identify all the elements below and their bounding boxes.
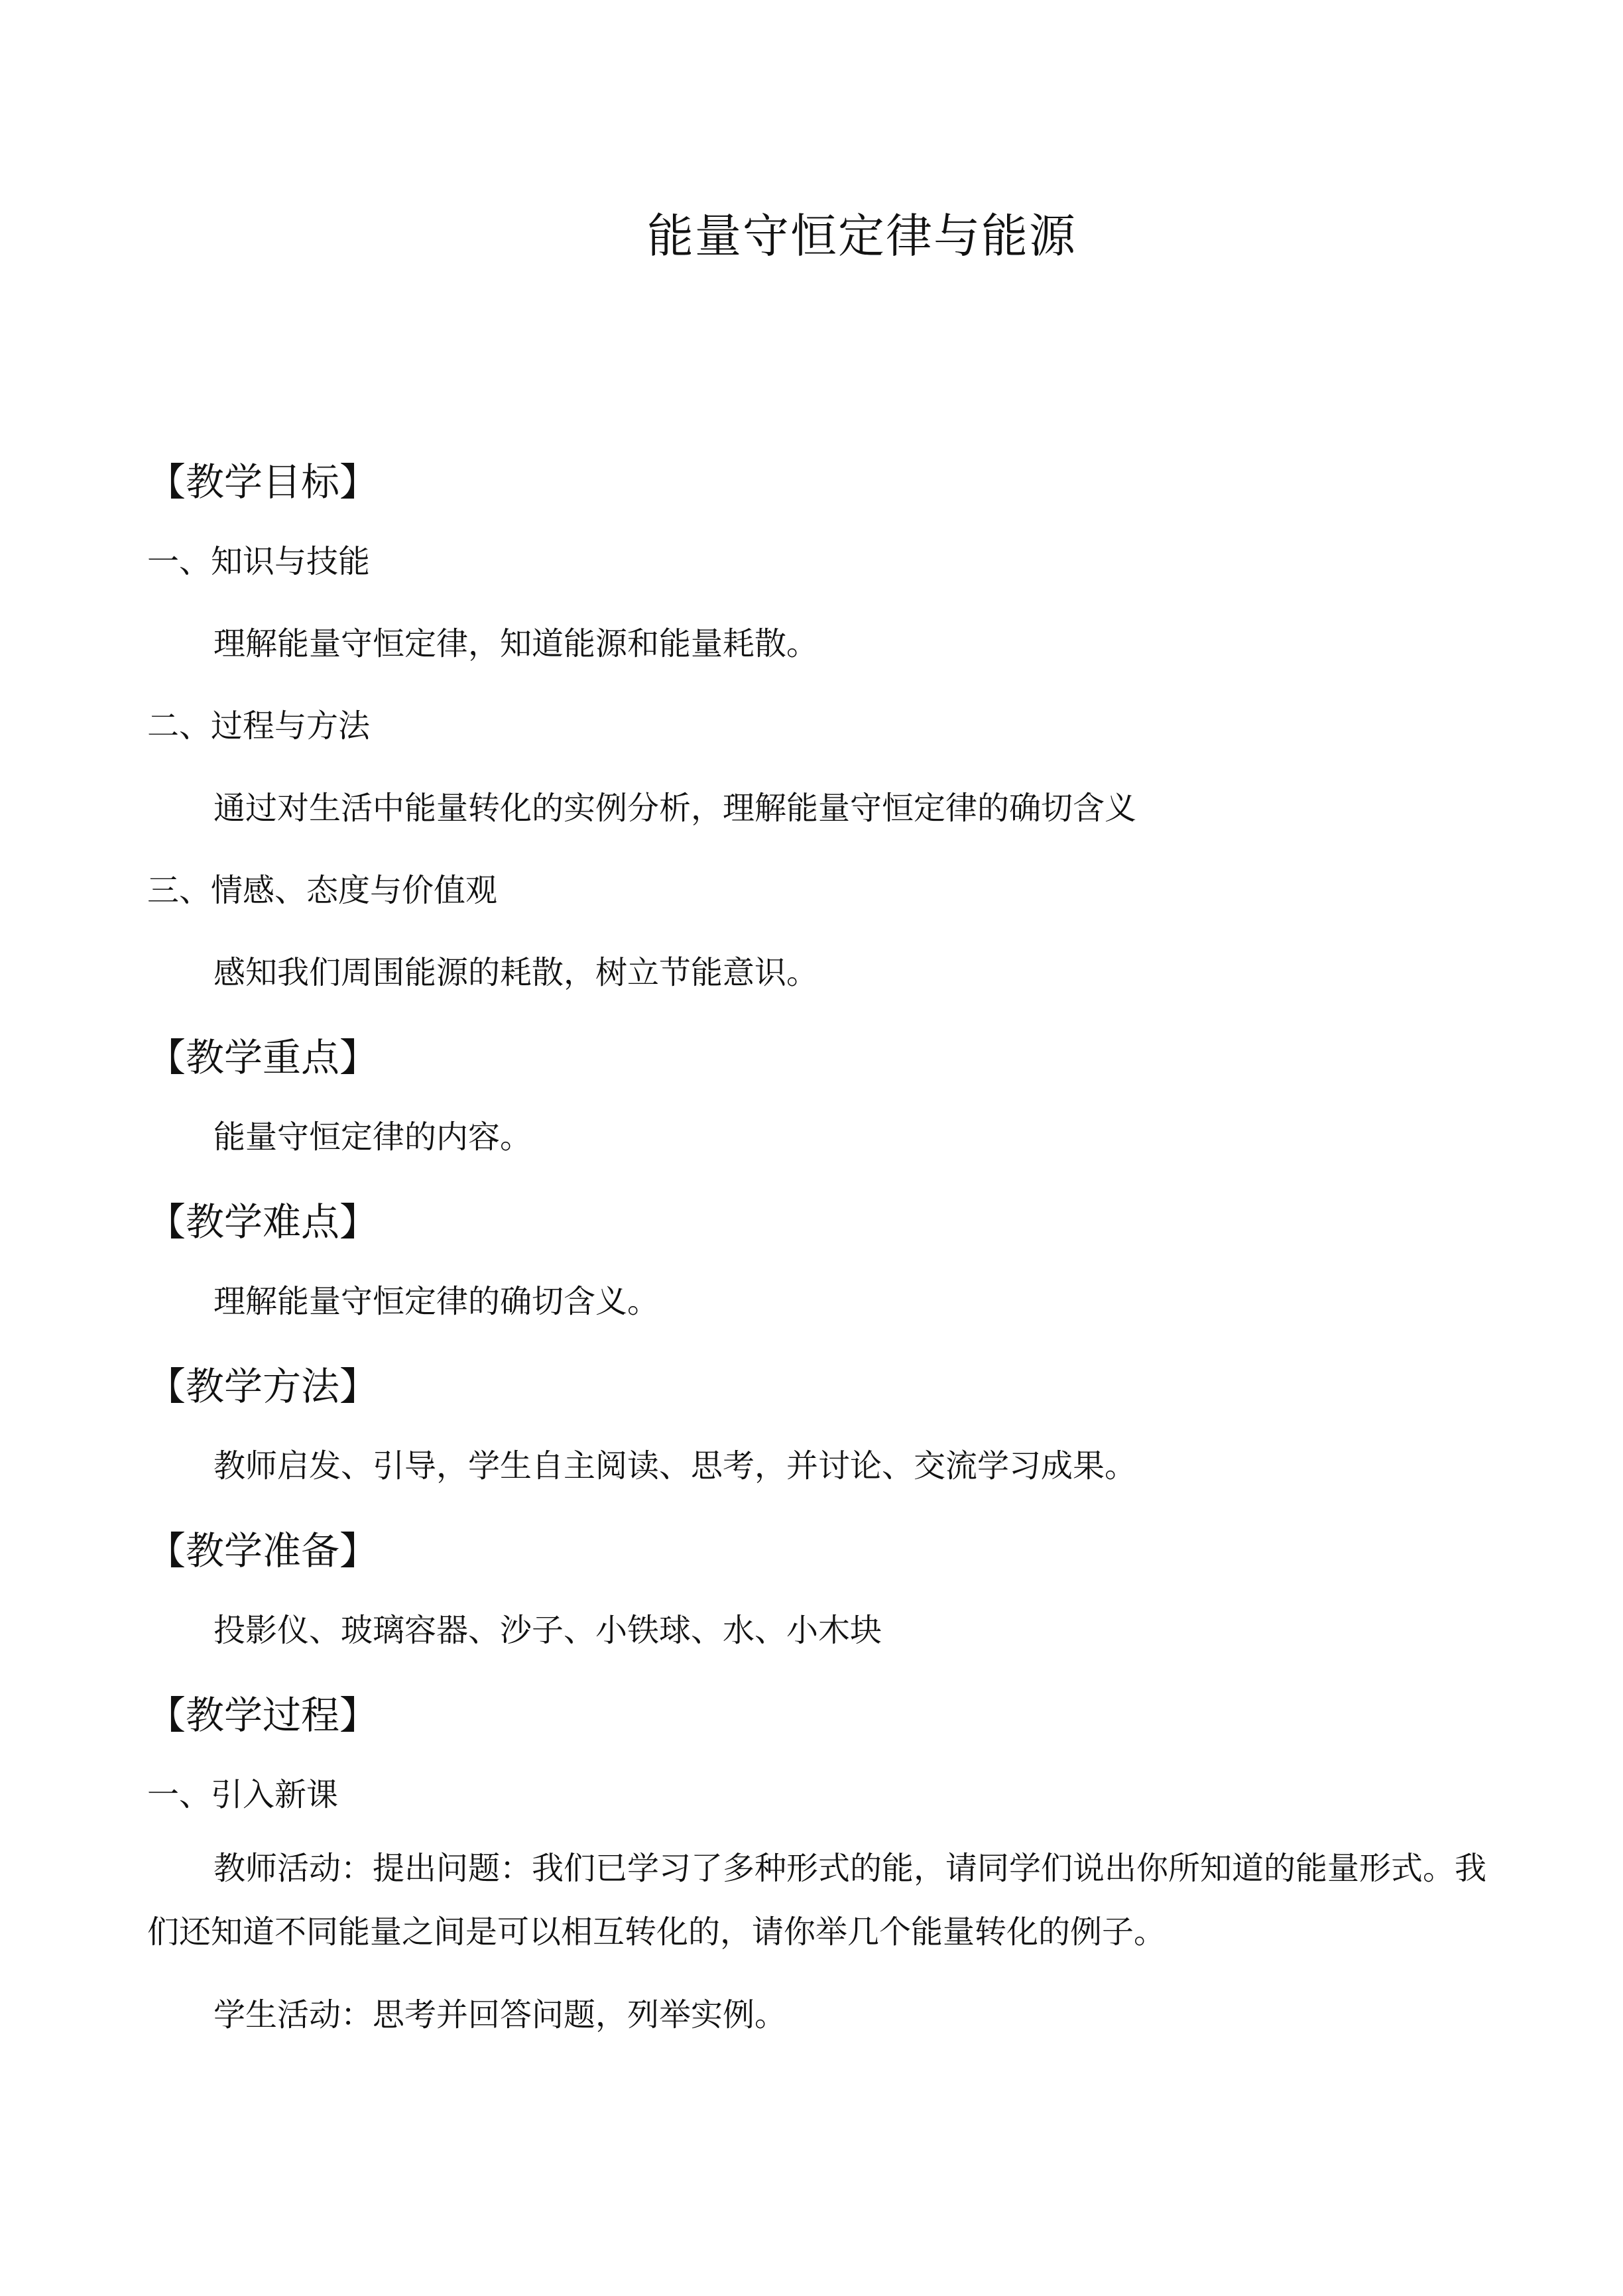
objective-1-title: 一、知识与技能 xyxy=(147,543,371,580)
teacher-activity-text: 教师活动：提出问题：我们已学习了多种形式的能，请同学们说出你所知道的能量形式。我们还知道不同能量之间是可以相互转化的，请你举几个能量转化的例子。 xyxy=(147,1850,1487,1951)
methods-text: 教师启发、引导，学生自主阅读、思考，并讨论、交流学习成果。 xyxy=(213,1447,1137,1484)
objective-3-title: 三、情感、态度与价值观 xyxy=(147,872,498,909)
objective-2-title: 二、过程与方法 xyxy=(147,707,371,745)
process-section-1-title: 一、引入新课 xyxy=(147,1776,339,1813)
objective-1-text: 理解能量守恒定律，知道能源和能量耗散。 xyxy=(213,625,819,662)
methods-heading: 【教学方法】 xyxy=(147,1364,379,1409)
key-points-text: 能量守恒定律的内容。 xyxy=(213,1118,532,1156)
key-points-heading: 【教学重点】 xyxy=(147,1035,379,1080)
objectives-heading: 【教学目标】 xyxy=(147,459,379,505)
process-heading: 【教学过程】 xyxy=(147,1693,379,1738)
preparation-heading: 【教学准备】 xyxy=(147,1528,379,1573)
difficulties-text: 理解能量守恒定律的确切含义。 xyxy=(213,1283,660,1320)
difficulties-heading: 【教学难点】 xyxy=(147,1199,379,1244)
preparation-text: 投影仪、玻璃容器、沙子、小铁球、水、小木块 xyxy=(213,1612,882,1649)
document-title: 能量守恒定律与能源 xyxy=(647,209,1077,263)
student-activity-text: 学生活动：思考并回答问题，列举实例。 xyxy=(213,1996,787,2033)
objective-3-text: 感知我们周围能源的耗散，树立节能意识。 xyxy=(213,954,819,991)
objective-2-text: 通过对生活中能量转化的实例分析，理解能量守恒定律的确切含义 xyxy=(213,790,1137,827)
